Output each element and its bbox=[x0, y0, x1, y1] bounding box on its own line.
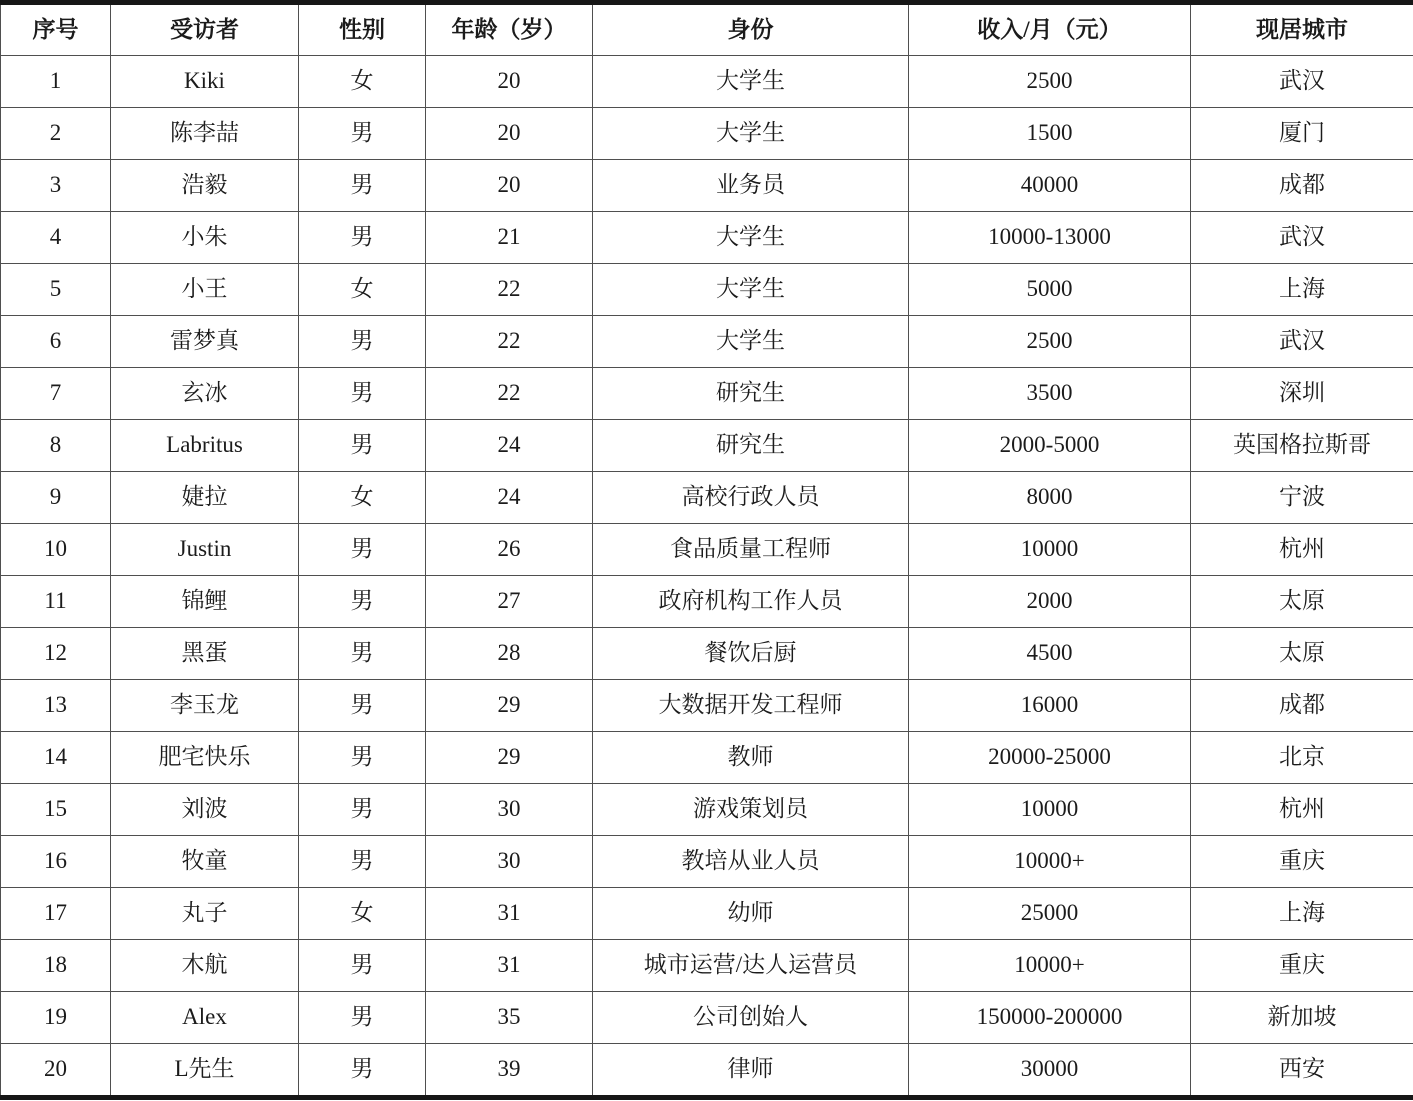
table-cell-index: 6 bbox=[1, 316, 111, 368]
table-cell-occupation: 大学生 bbox=[593, 108, 909, 160]
table-cell-index: 18 bbox=[1, 940, 111, 992]
table-row bbox=[1, 264, 1413, 316]
table-cell-occupation: 大学生 bbox=[593, 316, 909, 368]
table-cell-index: 4 bbox=[1, 212, 111, 264]
table-cell-age: 31 bbox=[426, 888, 593, 940]
table-row bbox=[1, 836, 1413, 888]
table-cell-index: 8 bbox=[1, 420, 111, 472]
table-cell-city: 重庆 bbox=[1191, 836, 1413, 888]
table-cell-respondent: Labritus bbox=[111, 420, 299, 472]
table-cell-gender: 女 bbox=[299, 56, 426, 108]
column-header-age: 年龄（岁） bbox=[426, 3, 593, 56]
table-cell-city: 上海 bbox=[1191, 888, 1413, 940]
table-cell-income: 10000 bbox=[909, 524, 1191, 576]
table-cell-income: 20000-25000 bbox=[909, 732, 1191, 784]
table-row bbox=[1, 784, 1413, 836]
table-cell-income: 16000 bbox=[909, 680, 1191, 732]
table-cell-gender: 男 bbox=[299, 160, 426, 212]
table-row bbox=[1, 316, 1413, 368]
table-cell-gender: 男 bbox=[299, 524, 426, 576]
table-cell-respondent: 李玉龙 bbox=[111, 680, 299, 732]
table-cell-income: 2500 bbox=[909, 56, 1191, 108]
table-cell-city: 深圳 bbox=[1191, 368, 1413, 420]
table-body bbox=[1, 56, 1413, 1098]
table-cell-income: 25000 bbox=[909, 888, 1191, 940]
table-row bbox=[1, 680, 1413, 732]
table-cell-occupation: 高校行政人员 bbox=[593, 472, 909, 524]
table-cell-income: 8000 bbox=[909, 472, 1191, 524]
table-cell-index: 10 bbox=[1, 524, 111, 576]
table-row bbox=[1, 420, 1413, 472]
table-cell-age: 21 bbox=[426, 212, 593, 264]
table-cell-income: 2000 bbox=[909, 576, 1191, 628]
table-cell-city: 英国格拉斯哥 bbox=[1191, 420, 1413, 472]
table-cell-respondent: 陈李喆 bbox=[111, 108, 299, 160]
table-cell-gender: 男 bbox=[299, 680, 426, 732]
table-cell-income: 2500 bbox=[909, 316, 1191, 368]
table-cell-respondent: 刘波 bbox=[111, 784, 299, 836]
table-cell-gender: 男 bbox=[299, 1044, 426, 1098]
table-cell-gender: 男 bbox=[299, 316, 426, 368]
table-cell-age: 30 bbox=[426, 836, 593, 888]
table-cell-age: 22 bbox=[426, 264, 593, 316]
table-cell-income: 40000 bbox=[909, 160, 1191, 212]
table-cell-age: 22 bbox=[426, 316, 593, 368]
table-cell-occupation: 研究生 bbox=[593, 368, 909, 420]
table-cell-gender: 男 bbox=[299, 576, 426, 628]
table-cell-city: 厦门 bbox=[1191, 108, 1413, 160]
table-cell-age: 30 bbox=[426, 784, 593, 836]
table-row bbox=[1, 576, 1413, 628]
table-cell-index: 20 bbox=[1, 1044, 111, 1098]
table-cell-city: 武汉 bbox=[1191, 316, 1413, 368]
table-cell-age: 20 bbox=[426, 56, 593, 108]
table-cell-gender: 男 bbox=[299, 836, 426, 888]
table-cell-gender: 男 bbox=[299, 420, 426, 472]
table-cell-respondent: 婕拉 bbox=[111, 472, 299, 524]
table-row bbox=[1, 992, 1413, 1044]
table-cell-city: 新加坡 bbox=[1191, 992, 1413, 1044]
table-cell-age: 39 bbox=[426, 1044, 593, 1098]
table-cell-city: 上海 bbox=[1191, 264, 1413, 316]
table-cell-age: 20 bbox=[426, 108, 593, 160]
table-cell-gender: 男 bbox=[299, 368, 426, 420]
table-cell-city: 武汉 bbox=[1191, 56, 1413, 108]
table-row bbox=[1, 472, 1413, 524]
table-cell-index: 5 bbox=[1, 264, 111, 316]
table-cell-gender: 女 bbox=[299, 888, 426, 940]
table-row bbox=[1, 628, 1413, 680]
table-cell-gender: 男 bbox=[299, 212, 426, 264]
table-cell-age: 20 bbox=[426, 160, 593, 212]
table-cell-respondent: 肥宅快乐 bbox=[111, 732, 299, 784]
table-cell-occupation: 律师 bbox=[593, 1044, 909, 1098]
table-cell-index: 19 bbox=[1, 992, 111, 1044]
table-cell-occupation: 食品质量工程师 bbox=[593, 524, 909, 576]
table-cell-city: 宁波 bbox=[1191, 472, 1413, 524]
table-cell-city: 杭州 bbox=[1191, 784, 1413, 836]
table-row bbox=[1, 108, 1413, 160]
table-cell-respondent: 小朱 bbox=[111, 212, 299, 264]
table-cell-income: 5000 bbox=[909, 264, 1191, 316]
table-cell-city: 成都 bbox=[1191, 680, 1413, 732]
column-header-occupation: 身份 bbox=[593, 3, 909, 56]
table-cell-occupation: 教师 bbox=[593, 732, 909, 784]
table-cell-occupation: 城市运营/达人运营员 bbox=[593, 940, 909, 992]
table-cell-index: 1 bbox=[1, 56, 111, 108]
table-header bbox=[1, 3, 1413, 56]
table-cell-occupation: 公司创始人 bbox=[593, 992, 909, 1044]
table-cell-income: 4500 bbox=[909, 628, 1191, 680]
table-row bbox=[1, 1044, 1413, 1098]
table-cell-occupation: 研究生 bbox=[593, 420, 909, 472]
table-cell-index: 3 bbox=[1, 160, 111, 212]
table-cell-age: 29 bbox=[426, 732, 593, 784]
table-cell-index: 17 bbox=[1, 888, 111, 940]
table-cell-age: 27 bbox=[426, 576, 593, 628]
table-cell-city: 杭州 bbox=[1191, 524, 1413, 576]
column-header-index: 序号 bbox=[1, 3, 111, 56]
table-cell-gender: 男 bbox=[299, 732, 426, 784]
column-header-city: 现居城市 bbox=[1191, 3, 1413, 56]
table-cell-age: 26 bbox=[426, 524, 593, 576]
table-row bbox=[1, 524, 1413, 576]
table-header-row bbox=[1, 3, 1413, 56]
table-cell-city: 成都 bbox=[1191, 160, 1413, 212]
table-cell-index: 12 bbox=[1, 628, 111, 680]
table-cell-respondent: 小王 bbox=[111, 264, 299, 316]
table-cell-index: 14 bbox=[1, 732, 111, 784]
table-cell-index: 13 bbox=[1, 680, 111, 732]
table-cell-income: 30000 bbox=[909, 1044, 1191, 1098]
table-cell-respondent: L先生 bbox=[111, 1044, 299, 1098]
table-cell-respondent: 木航 bbox=[111, 940, 299, 992]
table-cell-respondent: 牧童 bbox=[111, 836, 299, 888]
table-cell-index: 15 bbox=[1, 784, 111, 836]
table-cell-age: 29 bbox=[426, 680, 593, 732]
table-row bbox=[1, 732, 1413, 784]
table-cell-gender: 男 bbox=[299, 628, 426, 680]
table-cell-occupation: 大学生 bbox=[593, 56, 909, 108]
table-cell-respondent: 浩毅 bbox=[111, 160, 299, 212]
table-cell-gender: 女 bbox=[299, 472, 426, 524]
table-cell-age: 24 bbox=[426, 472, 593, 524]
table-cell-occupation: 政府机构工作人员 bbox=[593, 576, 909, 628]
table-cell-gender: 男 bbox=[299, 108, 426, 160]
table-cell-respondent: Kiki bbox=[111, 56, 299, 108]
table-cell-income: 10000+ bbox=[909, 836, 1191, 888]
table-cell-gender: 女 bbox=[299, 264, 426, 316]
table-cell-city: 西安 bbox=[1191, 1044, 1413, 1098]
table-cell-income: 3500 bbox=[909, 368, 1191, 420]
table-cell-city: 太原 bbox=[1191, 628, 1413, 680]
table-cell-respondent: 黑蛋 bbox=[111, 628, 299, 680]
table-cell-respondent: 丸子 bbox=[111, 888, 299, 940]
table-cell-index: 11 bbox=[1, 576, 111, 628]
table-cell-respondent: 锦鲤 bbox=[111, 576, 299, 628]
table-cell-occupation: 大学生 bbox=[593, 264, 909, 316]
table-cell-index: 2 bbox=[1, 108, 111, 160]
table-cell-index: 9 bbox=[1, 472, 111, 524]
table-cell-occupation: 大数据开发工程师 bbox=[593, 680, 909, 732]
table-cell-occupation: 大学生 bbox=[593, 212, 909, 264]
table-cell-index: 7 bbox=[1, 368, 111, 420]
table-cell-income: 10000 bbox=[909, 784, 1191, 836]
table-cell-gender: 男 bbox=[299, 992, 426, 1044]
table-cell-occupation: 游戏策划员 bbox=[593, 784, 909, 836]
table-cell-gender: 男 bbox=[299, 940, 426, 992]
table-cell-respondent: Alex bbox=[111, 992, 299, 1044]
table-cell-respondent: Justin bbox=[111, 524, 299, 576]
table-cell-occupation: 教培从业人员 bbox=[593, 836, 909, 888]
table-row bbox=[1, 212, 1413, 264]
table-cell-respondent: 雷梦真 bbox=[111, 316, 299, 368]
table-cell-age: 22 bbox=[426, 368, 593, 420]
table-cell-age: 28 bbox=[426, 628, 593, 680]
table-cell-occupation: 业务员 bbox=[593, 160, 909, 212]
table-cell-age: 35 bbox=[426, 992, 593, 1044]
table-cell-city: 武汉 bbox=[1191, 212, 1413, 264]
table-row bbox=[1, 56, 1413, 108]
table-cell-occupation: 餐饮后厨 bbox=[593, 628, 909, 680]
table-cell-income: 1500 bbox=[909, 108, 1191, 160]
table-cell-age: 24 bbox=[426, 420, 593, 472]
table-cell-index: 16 bbox=[1, 836, 111, 888]
table-cell-income: 150000-200000 bbox=[909, 992, 1191, 1044]
table-cell-occupation: 幼师 bbox=[593, 888, 909, 940]
table-cell-city: 北京 bbox=[1191, 732, 1413, 784]
table-cell-income: 10000-13000 bbox=[909, 212, 1191, 264]
table-cell-city: 重庆 bbox=[1191, 940, 1413, 992]
column-header-income: 收入/月（元） bbox=[909, 3, 1191, 56]
table-cell-respondent: 玄冰 bbox=[111, 368, 299, 420]
column-header-gender: 性别 bbox=[299, 3, 426, 56]
table-row bbox=[1, 368, 1413, 420]
column-header-respondent: 受访者 bbox=[111, 3, 299, 56]
table-row bbox=[1, 888, 1413, 940]
table-cell-gender: 男 bbox=[299, 784, 426, 836]
table-cell-income: 2000-5000 bbox=[909, 420, 1191, 472]
table-cell-income: 10000+ bbox=[909, 940, 1191, 992]
table-cell-age: 31 bbox=[426, 940, 593, 992]
table-row bbox=[1, 160, 1413, 212]
table-cell-city: 太原 bbox=[1191, 576, 1413, 628]
table-row bbox=[1, 940, 1413, 992]
